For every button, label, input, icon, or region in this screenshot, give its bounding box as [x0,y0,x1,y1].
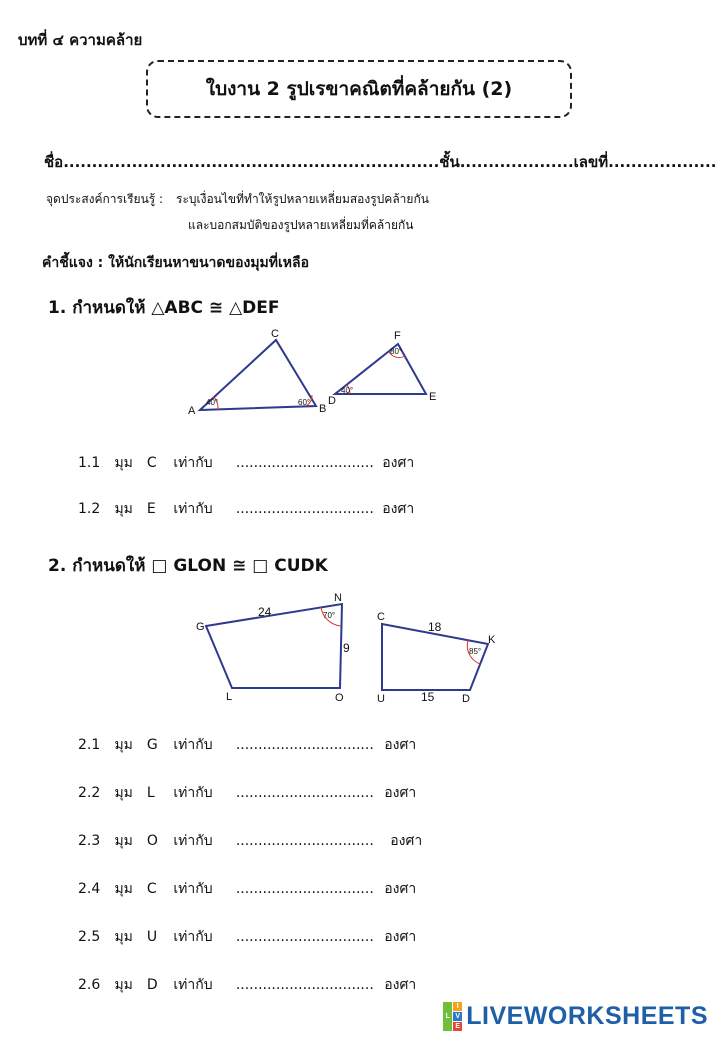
vertex-o: O [335,692,344,704]
answer-blank[interactable]: ............................... [235,833,374,849]
quadrilateral-glon [206,604,342,688]
angle-n-label: 70° [323,611,336,620]
vertex-k: K [488,634,496,646]
item-unit: องศา [384,977,417,993]
item-letter: O [146,833,158,849]
item-number: 2.5 [78,929,101,945]
answer-blank[interactable]: ............................... [235,929,374,945]
item-letter: L [146,785,155,801]
item-letter: U [146,929,158,945]
item-word: มุม [114,929,133,945]
vertex-c: C [271,328,279,340]
angle-f-label: 80° [390,347,403,356]
vertex-c: C [377,611,385,623]
item-word: มุม [114,977,133,993]
answer-row-2-2 [78,782,416,804]
side-no: 9 [343,641,350,655]
item-equals: เท่ากับ [173,833,213,849]
item-letter: D [146,977,158,993]
vertex-a: A [188,405,196,417]
answer-row-2-6 [78,974,416,996]
item-unit: องศา [384,881,417,897]
objective-line-2: และบอกสมบัติของรูปหลายเหลี่ยมที่คล้ายกัน [188,218,414,232]
answer-row-2-1 [78,734,416,756]
logo-mark-e: E [453,1022,462,1031]
item-equals: เท่ากับ [173,977,213,993]
angle-b-label: 60° [298,398,311,407]
vertex-u: U [377,693,385,705]
vertex-n: N [334,592,342,604]
answer-blank[interactable]: ............................... [235,785,374,801]
item-number: 2.1 [78,737,101,753]
item-unit: องศา [384,929,417,945]
item-number: 2.2 [78,785,101,801]
side-gn: 24 [258,605,272,619]
vertex-e: E [429,391,437,403]
objective-line-1: ระบุเงื่อนไขที่ทำให้รูปหลายเหลี่ยมสองรูปคล้ายกัน [176,192,429,206]
vertex-d: D [328,395,336,407]
item-word: มุม [114,833,133,849]
angle-a-label: 40° [206,398,219,407]
logo-mark-i: I [453,1002,462,1011]
item-equals: เท่ากับ [173,881,213,897]
answer-row-1-2 [78,498,414,520]
answer-blank[interactable]: ............................... [235,977,374,993]
logo-mark-icon [443,1002,462,1031]
vertex-b: B [319,403,327,415]
answer-row-2-4 [78,878,416,900]
angle-k-label: 85° [469,647,482,656]
vertex-l: L [226,691,233,703]
item-equals: เท่ากับ [173,455,213,471]
chapter-label: บทที่ ๔ ความคล้าย [18,31,143,49]
answer-blank[interactable]: ............................... [235,737,374,753]
answer-row-1-1 [78,452,414,474]
item-equals: เท่ากับ [173,785,213,801]
vertex-f: F [394,330,401,342]
answer-blank[interactable]: ............................... [235,501,374,517]
question-2-heading: 2. กำหนดให้ □ GLON ≅ □ CUDK [48,556,328,576]
item-word: มุม [114,455,133,471]
item-letter: G [146,737,158,753]
answer-blank[interactable]: ............................... [235,881,374,897]
item-number: 1.2 [78,501,101,517]
item-word: มุม [114,785,133,801]
item-number: 2.3 [78,833,101,849]
item-letter: C [146,455,157,471]
item-equals: เท่ากับ [173,737,213,753]
liveworksheets-logo[interactable] [443,1002,708,1031]
side-ud: 15 [421,690,435,704]
item-letter: E [146,501,156,517]
logo-text: LIVEWORKSHEETS [466,1002,708,1030]
logo-mark-v: V [453,1012,462,1021]
item-unit: องศา [382,501,415,517]
item-equals: เท่ากับ [173,929,213,945]
student-info-line[interactable]: ชื่อ..................................................................ชั้น....................เลขที่................... [44,153,717,171]
question-2-figure [190,588,510,710]
item-number: 1.1 [78,455,101,471]
item-letter: C [146,881,157,897]
item-word: มุม [114,501,133,517]
item-unit: องศา [382,455,415,471]
item-unit: องศา [384,737,417,753]
item-word: มุม [114,737,133,753]
item-word: มุม [114,881,133,897]
instruction-text: คำชี้แจง : ให้นักเรียนหาขนาดของมุมที่เหลือ [42,255,310,271]
worksheet-title: ใบงาน 2 รูปเรขาคณิตที่คล้ายกัน (2) [205,78,513,100]
question-1-heading: 1. กำหนดให้ △ABC ≅ △DEF [48,298,280,318]
answer-row-2-5 [78,926,416,948]
logo-mark-l: L [443,1002,452,1031]
vertex-g: G [196,621,205,633]
item-number: 2.6 [78,977,101,993]
item-unit: องศา [384,785,417,801]
answer-blank[interactable]: ............................... [235,455,374,471]
vertex-d: D [462,693,470,705]
answer-row-2-3 [78,830,422,852]
side-ck: 18 [428,620,442,634]
worksheet-title-box [146,60,572,118]
item-unit: องศา [390,833,423,849]
question-1-figure [180,322,460,422]
item-equals: เท่ากับ [173,501,213,517]
item-number: 2.4 [78,881,101,897]
objective-label: จุดประสงค์การเรียนรู้ : [46,192,164,206]
angle-d-label: 40° [341,386,354,395]
